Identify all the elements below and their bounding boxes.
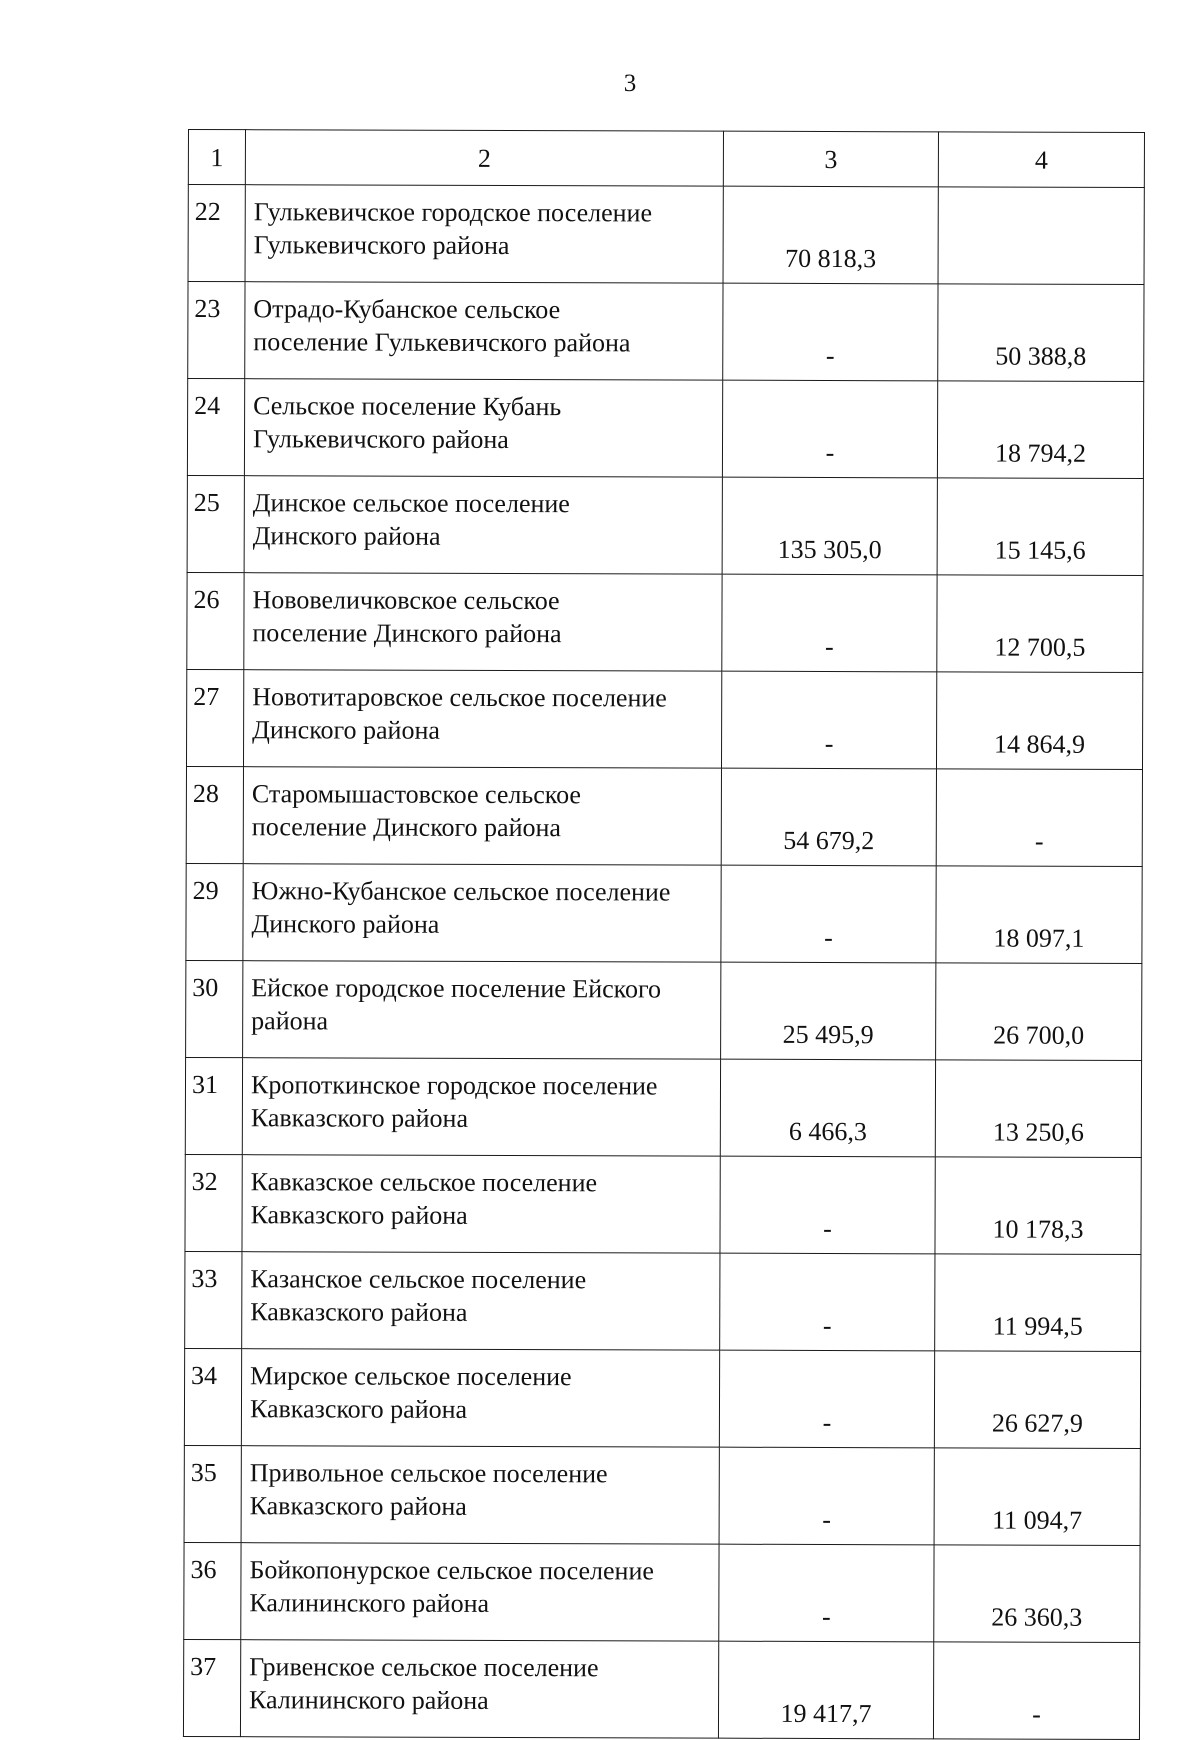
settlement-name-line-2: Кавказского района xyxy=(250,1103,469,1133)
settlement-name-line-1: Нововеличковское сельское xyxy=(252,585,560,616)
column-3-value-cell: - xyxy=(722,574,937,672)
settlement-name-line-2: Динского района xyxy=(252,715,441,745)
table-row xyxy=(186,669,1142,769)
settlement-name-cell xyxy=(245,282,723,381)
column-4-value-cell: 50 388,8 xyxy=(938,284,1144,382)
column-3-value-cell: 70 818,3 xyxy=(723,186,938,284)
table-row xyxy=(184,1445,1140,1545)
row-number-cell: 35 xyxy=(184,1445,241,1542)
settlement-name-line-1: Гулькевичское городское поселение xyxy=(253,197,653,228)
data-table xyxy=(183,129,1145,1740)
settlement-name-cell xyxy=(243,864,721,963)
row-number-cell: 28 xyxy=(186,766,243,863)
table-header-row xyxy=(188,130,1144,188)
column-3-value-cell: 25 495,9 xyxy=(721,962,936,1060)
column-4-value-cell: 13 250,6 xyxy=(935,1060,1141,1158)
settlement-name-line-1: Кавказское сельское поселение xyxy=(250,1167,598,1198)
table-row xyxy=(186,766,1142,866)
settlement-name-cell xyxy=(244,573,722,672)
settlement-name-line-1: Бойкопонурское сельское поселение xyxy=(249,1555,655,1586)
settlement-name-line-2: Динского района xyxy=(252,521,441,551)
settlement-name-line-1: Кропоткинское городское поселение xyxy=(250,1070,658,1101)
column-3-value-cell: - xyxy=(721,865,936,963)
column-3-value-cell: - xyxy=(722,380,937,478)
settlement-name-cell xyxy=(244,379,722,478)
row-number-cell: 26 xyxy=(187,572,244,669)
settlement-name-cell xyxy=(244,476,722,575)
column-3-value-cell: - xyxy=(720,1156,935,1254)
settlement-name-cell xyxy=(241,1349,719,1448)
settlement-name-line-2: Калининского района xyxy=(249,1685,489,1715)
settlement-name-cell xyxy=(243,767,721,866)
table-row xyxy=(184,1348,1140,1448)
table-row xyxy=(184,1542,1140,1642)
settlement-name-cell xyxy=(240,1640,718,1739)
settlement-name-line-2: Кавказского района xyxy=(250,1297,468,1327)
row-number-cell: 23 xyxy=(188,282,245,379)
column-4-value-cell: 26 627,9 xyxy=(934,1351,1140,1449)
settlement-name-cell xyxy=(242,1058,720,1157)
row-number-cell: 25 xyxy=(187,475,244,572)
settlement-name-line-2: Динского района xyxy=(251,909,440,939)
column-4-value-cell: 15 145,6 xyxy=(937,478,1143,576)
column-4-value-cell: 12 700,5 xyxy=(937,575,1143,673)
table-row xyxy=(187,572,1143,672)
settlement-name-line-1: Сельское поселение Кубань xyxy=(253,391,562,422)
column-3-value-cell: - xyxy=(723,283,938,381)
header-cell-1: 1 xyxy=(188,130,245,185)
column-3-value-cell: - xyxy=(719,1544,934,1642)
column-4-value-cell: 11 094,7 xyxy=(934,1448,1140,1546)
settlement-name-line-2: района xyxy=(251,1006,329,1036)
settlement-name-cell xyxy=(241,1543,719,1642)
row-number-cell: 27 xyxy=(186,669,243,766)
page-number: 3 xyxy=(623,70,637,97)
settlement-name-cell xyxy=(243,670,721,769)
settlement-name-line-2: поселение Гулькевичского района xyxy=(253,327,631,358)
column-3-value-cell: - xyxy=(721,671,936,769)
table-row xyxy=(188,185,1144,285)
table-row xyxy=(183,1639,1139,1739)
column-4-value-cell: - xyxy=(933,1642,1139,1740)
settlement-name-line-2: Калининского района xyxy=(249,1588,490,1618)
table-row xyxy=(187,379,1143,479)
column-4-value-cell: - xyxy=(936,769,1142,867)
settlement-name-line-2: Кавказского района xyxy=(249,1394,468,1424)
settlement-name-line-2: Кавказского района xyxy=(249,1491,467,1521)
settlement-name-line-1: Мирское сельское поселение xyxy=(250,1361,572,1392)
column-4-value-cell: 18 794,2 xyxy=(937,381,1143,479)
settlement-name-line-1: Привольное сельское поселение xyxy=(249,1458,608,1489)
settlement-name-line-1: Старомышастовское сельское xyxy=(251,779,582,810)
column-3-value-cell: 54 679,2 xyxy=(721,768,936,866)
column-3-value-cell: - xyxy=(719,1447,934,1545)
header-cell-4: 4 xyxy=(938,132,1144,188)
settlement-name-cell xyxy=(245,185,723,284)
settlement-name-line-1: Динское сельское поселение xyxy=(252,488,570,519)
settlement-name-line-2: поселение Динского района xyxy=(251,812,562,843)
column-3-value-cell: - xyxy=(719,1350,934,1448)
column-4-value-cell: 18 097,1 xyxy=(936,866,1142,964)
settlement-name-line-1: Отрадо-Кубанское сельское xyxy=(253,294,561,325)
row-number-cell: 36 xyxy=(184,1542,241,1639)
header-cell-2: 2 xyxy=(245,130,723,187)
settlement-name-cell xyxy=(242,1252,720,1351)
row-number-cell: 34 xyxy=(184,1348,241,1445)
settlement-name-line-1: Ейское городское поселение Ейского xyxy=(251,973,662,1004)
settlement-name-cell xyxy=(241,1446,719,1545)
header-cell-3: 3 xyxy=(723,131,938,187)
table-row xyxy=(185,1057,1141,1157)
row-number-cell: 31 xyxy=(185,1057,242,1154)
table-row xyxy=(186,960,1142,1060)
table-row xyxy=(186,863,1142,963)
settlement-name-line-2: поселение Динского района xyxy=(252,618,562,649)
table-row xyxy=(185,1251,1141,1351)
row-number-cell: 30 xyxy=(186,960,243,1057)
row-number-cell: 33 xyxy=(185,1251,242,1348)
row-number-cell: 29 xyxy=(186,863,243,960)
row-number-cell: 24 xyxy=(187,379,244,476)
column-4-value-cell xyxy=(938,187,1144,285)
column-3-value-cell: 135 305,0 xyxy=(722,477,937,575)
row-number-cell: 22 xyxy=(188,185,245,282)
column-4-value-cell: 10 178,3 xyxy=(935,1157,1141,1255)
table-row xyxy=(185,1154,1141,1254)
column-4-value-cell: 11 994,5 xyxy=(935,1254,1141,1352)
settlement-name-line-1: Южно-Кубанское сельское поселение xyxy=(251,876,671,907)
column-3-value-cell: 19 417,7 xyxy=(718,1641,933,1739)
column-3-value-cell: 6 466,3 xyxy=(720,1059,935,1157)
settlement-name-line-1: Новотитаровское сельское поселение xyxy=(252,682,667,713)
table-row xyxy=(188,282,1144,382)
column-4-value-cell: 14 864,9 xyxy=(936,672,1142,770)
table-row xyxy=(187,475,1143,575)
settlement-name-cell xyxy=(242,1155,720,1254)
settlement-name-line-1: Казанское сельское поселение xyxy=(250,1264,587,1295)
settlement-name-cell xyxy=(243,961,721,1060)
settlement-name-line-2: Гулькевичского района xyxy=(253,230,510,261)
settlement-name-line-2: Гулькевичского района xyxy=(252,424,509,455)
settlement-name-line-1: Гривенское сельское поселение xyxy=(249,1652,599,1683)
row-number-cell: 32 xyxy=(185,1154,242,1251)
column-3-value-cell: - xyxy=(720,1253,935,1351)
column-4-value-cell: 26 360,3 xyxy=(934,1545,1140,1643)
column-4-value-cell: 26 700,0 xyxy=(936,963,1142,1061)
row-number-cell: 37 xyxy=(183,1639,240,1736)
settlement-name-line-2: Кавказского района xyxy=(250,1200,468,1230)
